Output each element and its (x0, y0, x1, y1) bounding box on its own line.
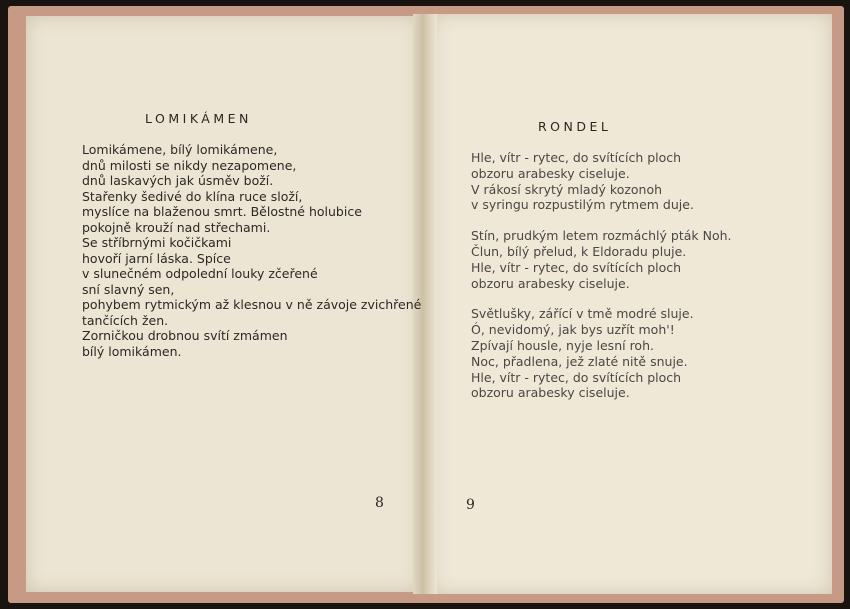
poem-line: bílý lomikámen. (82, 343, 182, 359)
poem-line: Lomikámene, bílý lomikámene, (82, 142, 278, 157)
poem-line: Zpívají housle, nyje lesní roh. (471, 337, 654, 353)
poem-line: v slunečném odpolední louky zčeřené (82, 266, 318, 281)
poem-line: Hle, vítr - rytec, do svítících ploch (471, 259, 682, 275)
poem-line: Člun, bílý přelud, k Eldoradu pluje. (471, 243, 687, 259)
poem-line: obzoru arabesky ciseluje. (471, 275, 630, 291)
right-page-number: 9 (466, 497, 475, 513)
poem-line: pokojně krouží nad střechami. (82, 219, 271, 235)
poem-line: Stařenky šedivé do klína ruce složí, (82, 188, 303, 204)
poem-line: myslíce na blaženou smrt. Bělostné holubice (82, 204, 362, 219)
poem-line: dnů laskavých jak úsměv boží. (82, 173, 274, 188)
poem-line: Ó, nevidomý, jak bys uzřít moh'! (471, 322, 675, 338)
poem-line: V rákosí skrytý mladý kozonoh (471, 181, 663, 197)
poem-line: obzoru arabesky ciseluje. (471, 385, 630, 401)
poem-line: pohybem rytmickým až klesnou v ně závoje zvichřené (82, 297, 422, 312)
poem-line: Hle, vítr - rytec, do svítících ploch (471, 150, 682, 165)
left-poem (82, 142, 421, 359)
stanza-gap (471, 213, 732, 228)
poem-line: dnů milosti se nikdy nezapomene, (82, 157, 297, 173)
left-page-title: LOMIKÁMEN (145, 111, 252, 126)
right-poem (471, 150, 732, 401)
poem-line: Se stříbrnými kočičkami (82, 235, 232, 250)
poem-line: v syringu rozpustilým rytmem duje. (471, 197, 694, 213)
stanza-gap (471, 291, 732, 306)
poem-line: Noc, přadlena, jež zlaté nitě snuje. (471, 353, 688, 369)
poem-line: Hle, vítr - rytec, do svítících ploch (471, 369, 682, 385)
poem-line: Světlušky, zářící v tmě modré sluje. (471, 306, 694, 322)
poem-line: Stín, prudkým letem rozmáchlý pták Noh. (471, 228, 732, 244)
poem-line: obzoru arabesky ciseluje. (471, 165, 630, 181)
poem-line: sní slavný sen, (82, 281, 175, 297)
left-page-number: 8 (375, 495, 384, 511)
poem-line: hovoří jarní láska. Spíce (82, 250, 231, 266)
right-page-title: RONDEL (538, 119, 612, 134)
poem-line: tančících žen. (82, 312, 169, 328)
poem-line: Zorničkou drobnou svítí zmámen (82, 328, 288, 343)
